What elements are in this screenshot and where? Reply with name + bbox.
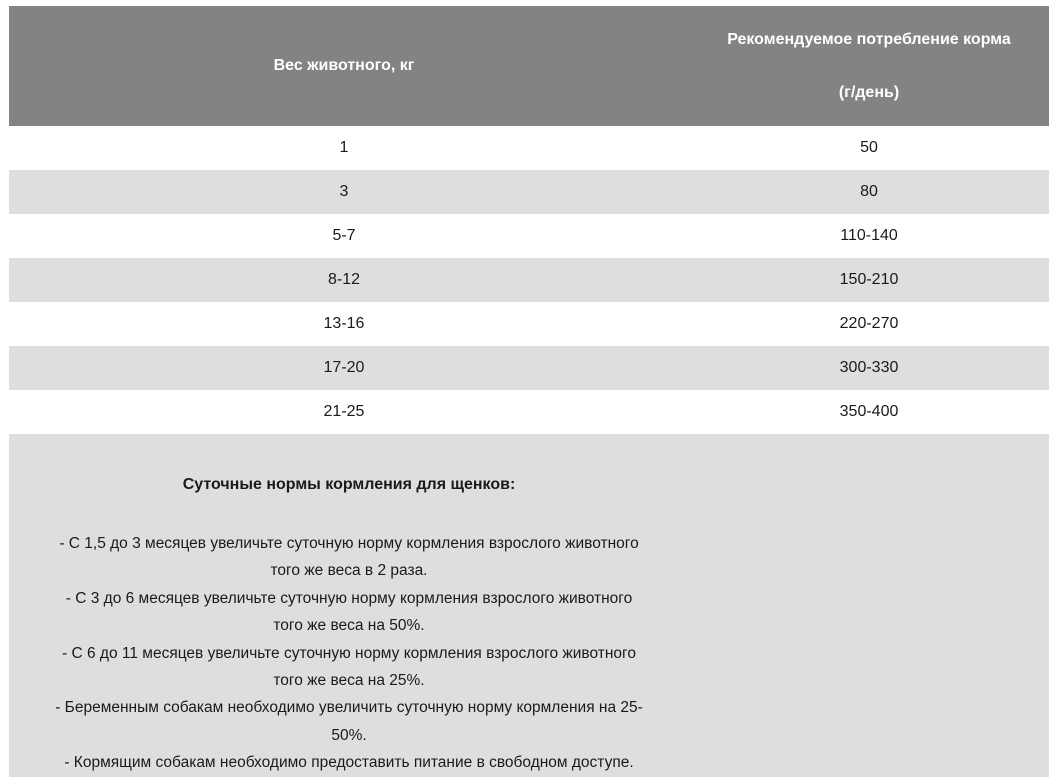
header-weight: Вес животного, кг [273, 57, 415, 74]
notes-line: 50%. [331, 726, 367, 744]
table-header [9, 6, 1049, 126]
table-row [9, 126, 1049, 170]
notes-list [9, 530, 689, 777]
header-feed-line1: Рекомендуемое потребление корма [727, 30, 1011, 48]
table-row [9, 214, 1049, 258]
table-body [9, 126, 1049, 434]
cell-feed: 150-210 [839, 271, 899, 288]
cell-feed: 50 [860, 139, 878, 156]
header-feed-line2: (г/день) [838, 83, 900, 101]
cell-feed: 350-400 [839, 403, 899, 420]
notes-line: того же веса на 50%. [273, 617, 425, 635]
notes-line: - С 3 до 6 месяцев увеличьте суточную норму кормления взрослого животного [65, 589, 633, 607]
table-row [9, 302, 1049, 346]
cell-weight: 21-25 [323, 403, 365, 420]
notes-line: того же веса на 25%. [273, 672, 425, 690]
cell-weight: 17-20 [323, 359, 365, 376]
notes-line: - Беременным собакам необходимо увеличить суточную норму кормления на 25- [55, 699, 643, 717]
feeding-table [9, 6, 1049, 777]
cell-feed: 300-330 [839, 359, 899, 376]
notes-line: - С 1,5 до 3 месяцев увеличьте суточную норму кормления взрослого животного [59, 535, 639, 552]
puppy-feeding-notes [9, 434, 1049, 777]
notes-line: - С 6 до 11 месяцев увеличьте суточную норму кормления взрослого животного [62, 644, 636, 662]
notes-title: Суточные нормы кормления для щенков: [182, 476, 516, 493]
notes-line: - Кормящим собакам необходимо предоставить питание в свободном доступе. [64, 754, 634, 772]
cell-weight: 8-12 [327, 271, 361, 288]
table-row [9, 170, 1049, 214]
cell-weight: 3 [339, 183, 349, 200]
table-row [9, 258, 1049, 302]
cell-feed: 110-140 [840, 227, 898, 244]
header-feed [689, 6, 1049, 126]
cell-feed: 80 [860, 183, 878, 200]
cell-weight: 1 [339, 139, 349, 156]
table-row [9, 390, 1049, 434]
cell-weight: 5-7 [332, 227, 356, 244]
notes-line: того же веса в 2 раза. [270, 562, 428, 580]
cell-feed: 220-270 [839, 315, 899, 332]
cell-weight: 13-16 [323, 315, 365, 332]
table-row [9, 346, 1049, 390]
